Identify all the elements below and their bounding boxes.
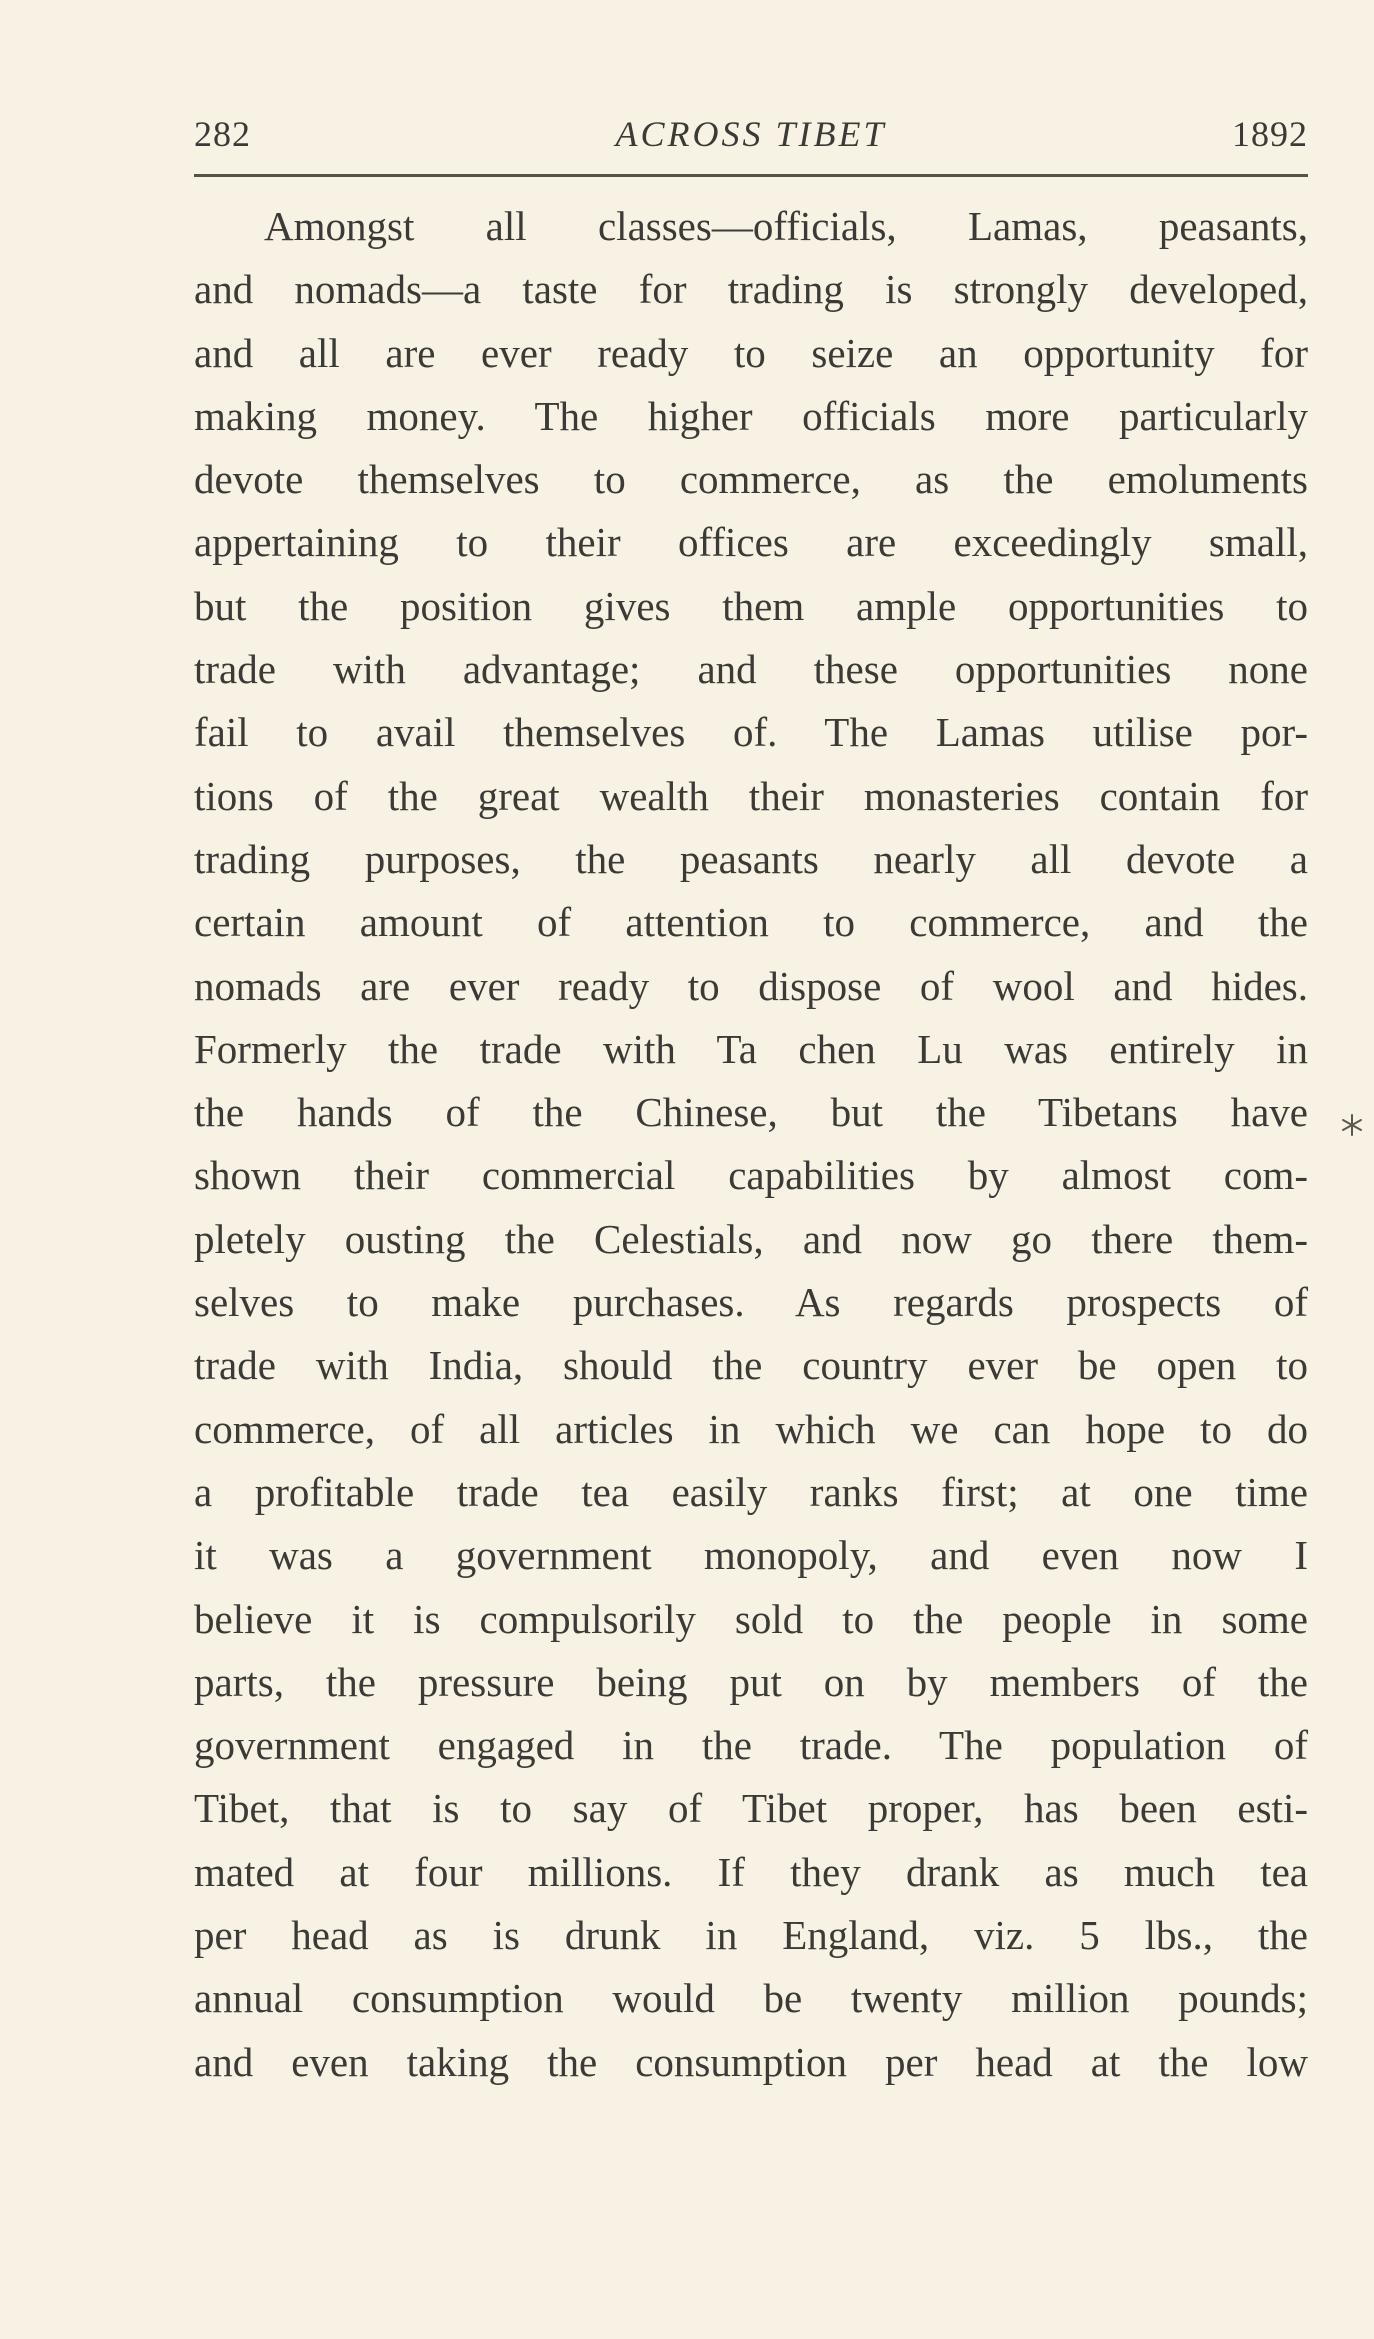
text-line: trade with advantage; and these opportunities none bbox=[194, 646, 1308, 693]
text-line: nomads are ever ready to dispose of wool and hides. bbox=[194, 962, 1308, 1009]
asterisk-mark-icon bbox=[1340, 1113, 1364, 1137]
text-line: per head as is drunk in England, viz. 5 lbs., the bbox=[194, 1912, 1308, 1959]
header-rule bbox=[194, 174, 1308, 177]
page-number: 282 bbox=[194, 114, 251, 154]
text-line: appertaining to their offices are exceedingly small, bbox=[194, 519, 1308, 566]
text-line: and all are ever ready to seize an opportunity for bbox=[194, 329, 1308, 376]
text-line: the hands of the Chinese, but the Tibetans have bbox=[194, 1089, 1308, 1136]
text-line: mated at four millions. If they drank as much tea bbox=[194, 1848, 1308, 1895]
text-line: believe it is compulsorily sold to the people in some bbox=[194, 1595, 1308, 1642]
text-line: commerce, of all articles in which we can hope to do bbox=[194, 1405, 1308, 1452]
text-line: Tibet, that is to say of Tibet proper, has been esti- bbox=[194, 1785, 1308, 1832]
text-line: Formerly the trade with Ta chen Lu was entirely in bbox=[194, 1025, 1308, 1072]
text-line: fail to avail themselves of. The Lamas utilise por- bbox=[194, 709, 1308, 756]
text-line: annual consumption would be twenty million pounds; bbox=[194, 1975, 1308, 2022]
text-line: pletely ousting the Celestials, and now go there them- bbox=[194, 1215, 1308, 1262]
text-line: devote themselves to commerce, as the emoluments bbox=[194, 456, 1308, 503]
header-year: 1892 bbox=[1232, 114, 1308, 154]
text-line: it was a government monopoly, and even now I bbox=[194, 1532, 1308, 1579]
text-line: government engaged in the trade. The population of bbox=[194, 1722, 1308, 1769]
text-line: and even taking the consumption per head at the low bbox=[194, 2038, 1308, 2085]
text-line: Amongst all classes—officials, Lamas, peasants, bbox=[264, 203, 1308, 249]
text-line: making money. The higher officials more particularly bbox=[194, 392, 1308, 439]
text-line: tions of the great wealth their monasteries contain for bbox=[194, 772, 1308, 819]
text-line: trade with India, should the country ever be open to bbox=[194, 1342, 1308, 1389]
body-text bbox=[194, 195, 1308, 2094]
text-line: certain amount of attention to commerce, and the bbox=[194, 899, 1308, 946]
text-line: parts, the pressure being put on by members of the bbox=[194, 1658, 1308, 1705]
page-header bbox=[194, 108, 1308, 160]
text-line: selves to make purchases. As regards prospects of bbox=[194, 1279, 1308, 1326]
text-line: shown their commercial capabilities by almost com- bbox=[194, 1152, 1308, 1199]
running-title: ACROSS TIBET bbox=[615, 114, 887, 154]
text-line: a profitable trade tea easily ranks first; at one time bbox=[194, 1468, 1308, 1515]
text-line: but the position gives them ample opportunities to bbox=[194, 582, 1308, 629]
text-line: and nomads—a taste for trading is strongly developed, bbox=[194, 266, 1308, 313]
text-line: trading purposes, the peasants nearly all devote a bbox=[194, 835, 1308, 882]
